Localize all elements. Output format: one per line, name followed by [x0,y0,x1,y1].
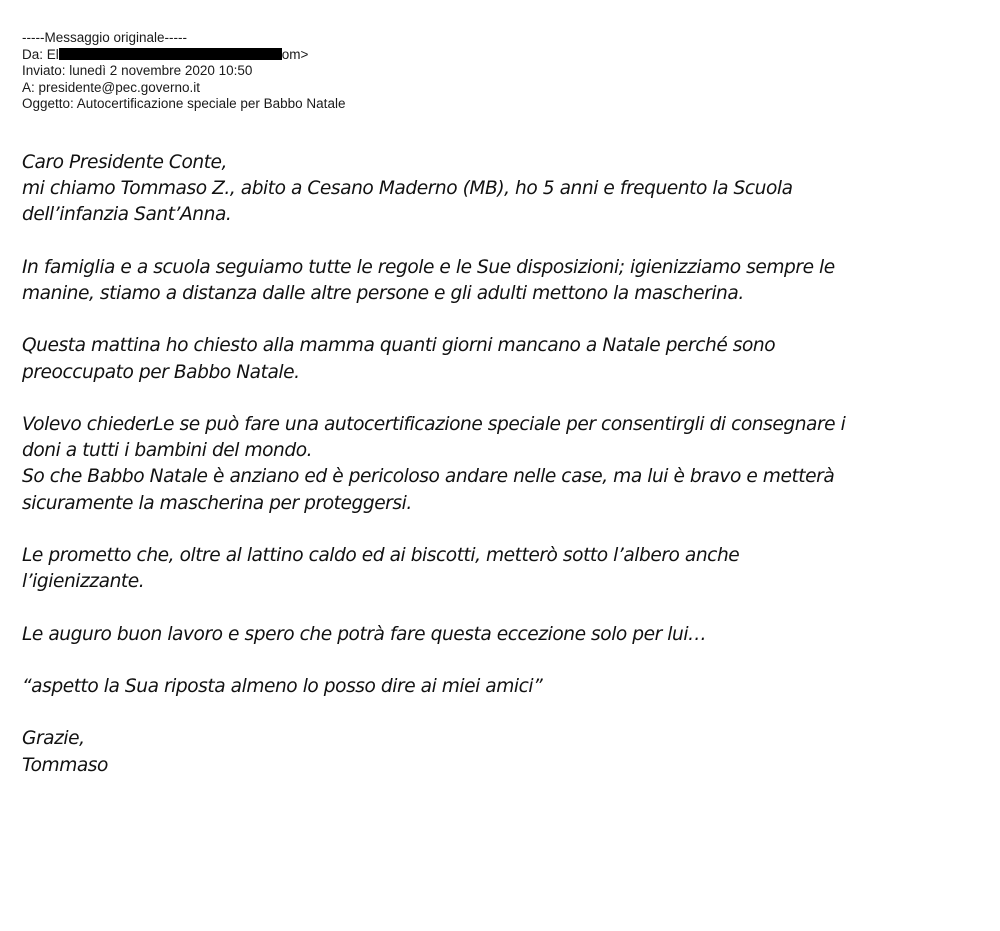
paragraph-request [22,412,982,517]
body-line: Le prometto che, oltre al lattino caldo ed ai biscotti, metterò sotto l’albero anche [22,544,740,566]
body-line: Volevo chiederLe se può fare una autocertificazione speciale per consentirgli di consegnare i [22,413,846,435]
paragraph-worry [22,333,982,385]
subject-line: Oggetto: Autocertificazione speciale per Babbo Natale [22,96,346,112]
signature: Tommaso [22,754,108,776]
closing-text: Grazie, [22,728,85,750]
body-line: doni a tutti i bambini del mondo. [22,440,313,462]
paragraph-promise [22,543,982,595]
from-address-start: El [46,46,59,62]
redaction-bar [59,48,282,60]
body-line: manine, stiamo a distanza dalle altre persone e gli adulti mettono la mascherina. [22,283,744,304]
body-line: So che Babbo Natale è anziano ed è pericoloso andare nelle case, ma lui è bravo e metterà [22,466,835,488]
email-body [22,150,982,779]
from-line [22,47,345,64]
closing-block [22,726,982,778]
body-line: sicuramente la mascherina per proteggersi. [22,492,412,514]
paragraph-intro [22,176,982,228]
paragraph-quote [22,674,982,700]
from-label: Da: [22,46,44,62]
body-line: “aspetto la Sua riposta almeno lo posso dire ai miei amici” [22,675,543,697]
paragraph-rules [22,255,982,307]
body-line: Le auguro buon lavoro e spero che potrà fare questa eccezione solo per lui… [22,623,707,645]
email-header [22,30,345,113]
body-line: l’igienizzante. [22,571,145,593]
body-line: Questa mattina ho chiesto alla mamma quanti giorni mancano a Natale perché sono [22,335,776,357]
from-address-end: om> [281,46,309,62]
sent-line: Inviato: lunedì 2 novembre 2020 10:50 [22,63,253,79]
body-line: preoccupato per Babbo Natale. [22,361,300,383]
salutation [22,150,982,176]
body-line: dell’infanzia Sant’Anna. [22,204,232,226]
paragraph-wishes [22,622,982,648]
original-message-marker: -----Messaggio originale----- [22,30,188,45]
body-line: In famiglia e a scuola seguiamo tutte le regole e le Sue disposizioni; igienizziamo sempre le [22,256,835,278]
salutation-text: Caro Presidente Conte, [22,152,228,173]
body-line: mi chiamo Tommaso Z., abito a Cesano Maderno (MB), ho 5 anni e frequento la Scuola [22,178,793,200]
to-line: A: presidente@pec.governo.it [22,79,201,95]
